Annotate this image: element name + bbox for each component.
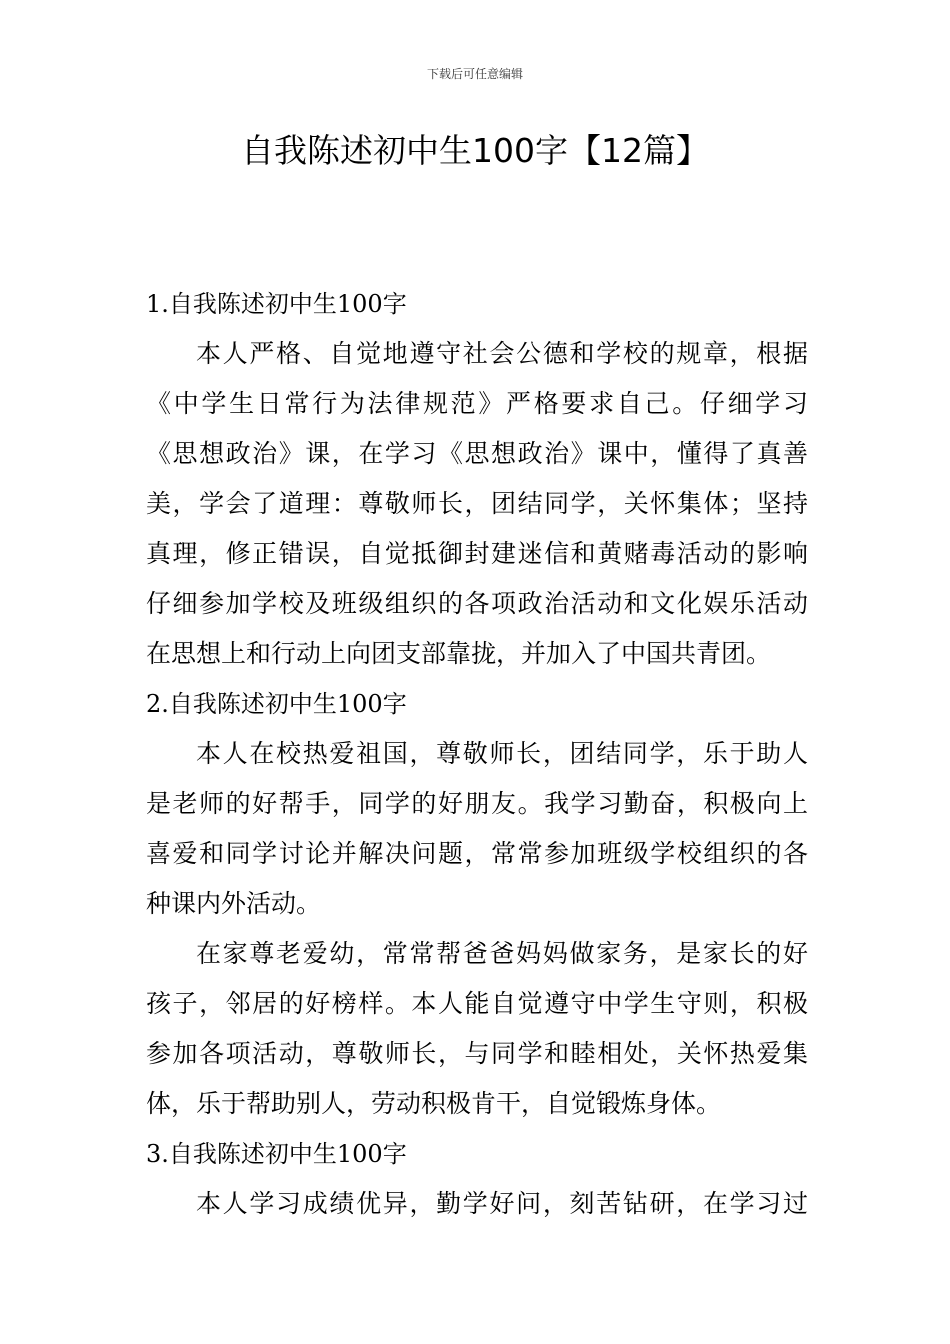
paragraph-first-line: 本人学习成绩优异，勤学好问，刻苦钻研，在学习过 bbox=[196, 1189, 808, 1218]
header-note: 下载后可任意编辑 bbox=[426, 67, 523, 81]
paragraph-line: 仔细参加学校及班级组织的各项政治活动和文化娱乐活动 bbox=[146, 589, 808, 618]
paragraph-first-line: 本人在校热爱祖国，尊敬师长，团结同学，乐于助人 bbox=[196, 739, 808, 768]
paragraph-line: 在思想上和行动上向团支部靠拢，并加入了中国共青团。 bbox=[146, 639, 772, 668]
section-heading: 1.自我陈述初中生100字 bbox=[146, 290, 407, 318]
document-body bbox=[146, 279, 808, 1229]
paragraph-first-line: 在家尊老爱幼，常常帮爸爸妈妈做家务，是家长的好 bbox=[196, 939, 808, 968]
paragraph-line: 《中学生日常行为法律规范》严格要求自己。仔细学习 bbox=[146, 389, 808, 418]
paragraph-line: 《思想政治》课，在学习《思想政治》课中，懂得了真善 bbox=[146, 439, 808, 468]
paragraph-line: 是老师的好帮手，同学的好朋友。我学习勤奋，积极向上 bbox=[146, 789, 808, 818]
paragraph-line: 种课内外活动。 bbox=[146, 889, 322, 918]
paragraph-line: 体，乐于帮助别人，劳动积极肯干，自觉锻炼身体。 bbox=[146, 1089, 722, 1118]
paragraph-first-line: 本人严格、自觉地遵守社会公德和学校的规章，根据 bbox=[196, 339, 808, 368]
paragraph-line: 孩子，邻居的好榜样。本人能自觉遵守中学生守则，积极 bbox=[146, 989, 808, 1018]
section-heading: 2.自我陈述初中生100字 bbox=[146, 690, 407, 718]
paragraph-line: 美，学会了道理：尊敬师长，团结同学，关怀集体；坚持 bbox=[146, 489, 808, 518]
paragraph-line: 参加各项活动，尊敬师长，与同学和睦相处，关怀热爱集 bbox=[146, 1039, 808, 1068]
paragraph-line: 真理，修正错误，自觉抵御封建迷信和黄赌毒活动的影响 bbox=[146, 539, 808, 568]
document-title: 自我陈述初中生100字【12篇】 bbox=[241, 131, 709, 170]
section-heading: 3.自我陈述初中生100字 bbox=[146, 1140, 407, 1168]
paragraph-line: 喜爱和同学讨论并解决问题，常常参加班级学校组织的各 bbox=[146, 839, 808, 868]
